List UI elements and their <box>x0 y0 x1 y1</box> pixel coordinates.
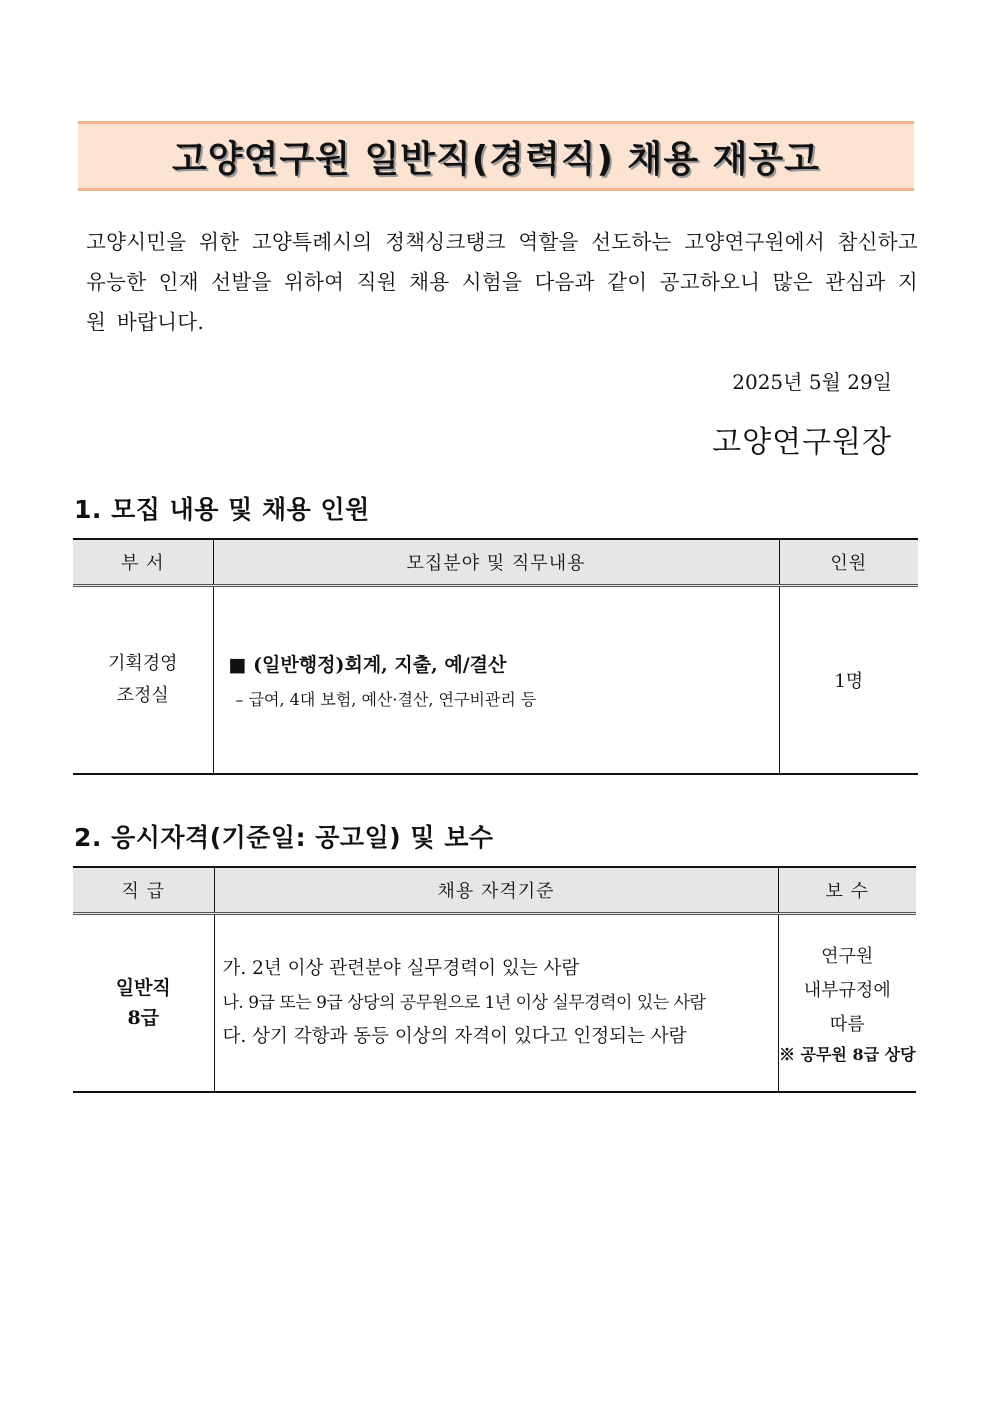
pay-note: ※ 공무원 8급 상당 <box>778 1045 916 1065</box>
signer-name: 고양연구원장 <box>712 425 892 460</box>
document-title: 고양연구원 일반직(경력직) 채용 재공고 <box>172 138 820 180</box>
grade-line2: 8급 <box>127 1006 160 1029</box>
col-header-count: 인원 <box>779 539 918 586</box>
table-header-row <box>73 539 918 586</box>
notice-date: 2025년 5월 29일 <box>732 370 892 394</box>
pay-cell <box>778 914 916 1092</box>
criteria-item: 다. 상기 각항과 동등 이상의 자격이 있다고 인정되는 사람 <box>222 1025 687 1047</box>
criteria-list <box>215 952 778 1054</box>
pay-line2: 내부규정에 <box>803 980 891 1002</box>
col-header-grade: 직 급 <box>73 867 214 914</box>
grade-cell <box>73 914 214 1092</box>
title-banner <box>78 121 914 191</box>
col-header-pay: 보 수 <box>778 867 916 914</box>
criteria-item: 가. 2년 이상 관련분야 실무경력이 있는 사람 <box>222 957 580 979</box>
pay-line1: 연구원 <box>821 946 874 968</box>
recruitment-table <box>73 538 918 775</box>
field-title: ■ (일반행정)회계, 지출, 예/결산 <box>228 653 507 676</box>
section1-heading: 1. 모집 내용 및 채용 인원 <box>74 495 370 524</box>
grade-line1: 일반직 <box>115 976 171 999</box>
table-header-row <box>73 867 916 914</box>
pay-line3: 따름 <box>829 1014 865 1036</box>
section2-heading: 2. 응시자격(기준일: 공고일) 및 보수 <box>74 823 494 852</box>
dept-line1: 기획경영 <box>107 652 178 674</box>
table-row <box>73 914 916 1092</box>
col-header-criteria: 채용 자격기준 <box>214 867 778 914</box>
count-cell: 1명 <box>779 586 918 774</box>
criteria-item: 나. 9급 또는 9급 상당의 공무원으로 1년 이상 실무경력이 있는 사람 <box>222 992 706 1013</box>
qualification-table <box>73 866 916 1093</box>
criteria-cell <box>214 914 778 1092</box>
field-cell <box>213 586 779 774</box>
col-header-dept: 부 서 <box>73 539 213 586</box>
intro-paragraph: 고양시민을 위한 고양특례시의 정책싱크탱크 역할을 선도하는 고양연구원에서 참신하고 유능한 인재 선발을 위하여 직원 채용 시험을 다음과 같이 공고하오니 많은 관심과 지원 바랍니다. <box>86 230 918 334</box>
duties-text: – 급여, 4대 보험, 예산·결산, 연구비관리 등 <box>235 689 537 709</box>
dept-cell <box>73 586 213 774</box>
col-header-field: 모집분야 및 직무내용 <box>213 539 779 586</box>
table-row <box>73 586 918 774</box>
dept-line2: 조정실 <box>116 684 169 706</box>
